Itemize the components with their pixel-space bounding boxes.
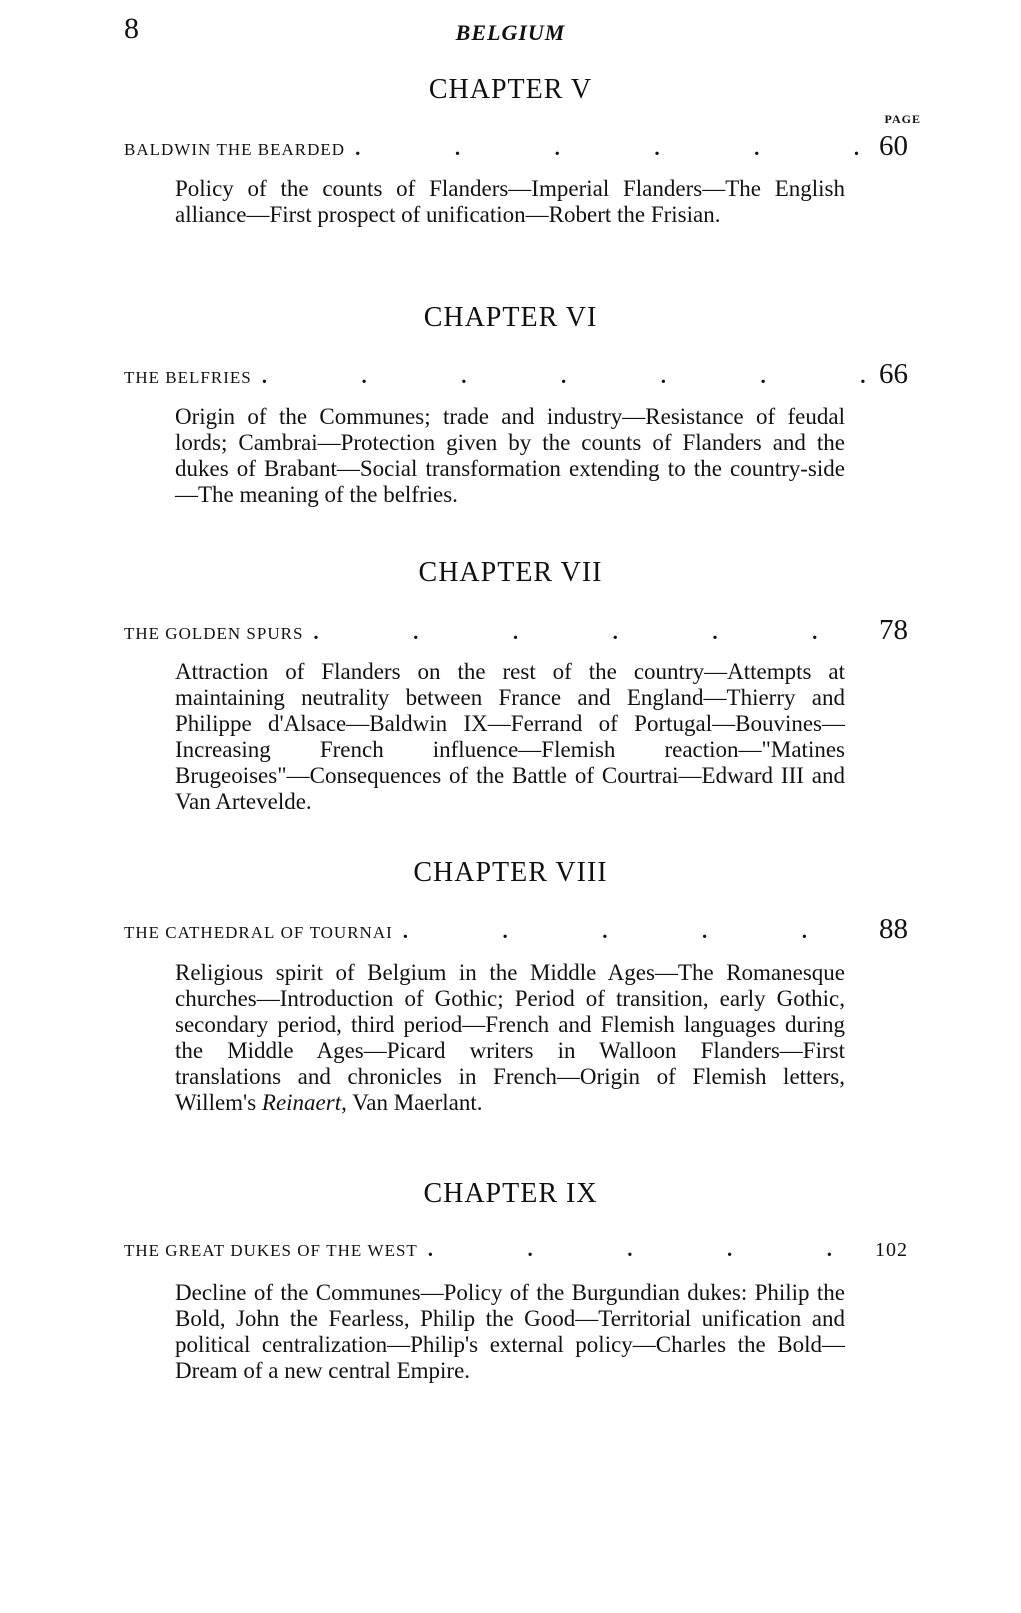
chapter-heading: CHAPTER VIII: [413, 857, 608, 888]
chapter-summary: Attraction of Flanders on the rest of the country—Attempts at maintaining neutrality between France and England—Thierry and Philippe d'Alsace—Baldwin IX—Ferrand of Portugal—Bouvines—Increasing French influence—Flemish reaction—"Matines Brugeoises"—Consequences of the Battle of Courtrai—Edward III and Van Artevelde.: [175, 659, 845, 814]
toc-entry: [124, 358, 908, 391]
chapter-page: 60: [879, 130, 908, 162]
chapter-summary: Origin of the Communes; trade and industry—Resistance of feudal lords; Cambrai—Protection given by the counts of Flanders and the dukes of Brabant—Social transformation extending to the country-side—The meaning of the belfries.: [175, 404, 845, 507]
chapter-heading: CHAPTER IX: [423, 1178, 598, 1209]
chapter-title: the cathedral of tournai: [124, 918, 393, 944]
chapter-page: 102: [875, 1239, 908, 1261]
toc-entry: [124, 614, 908, 647]
toc-entry: [124, 1236, 908, 1263]
chapter-title: the belfries: [124, 363, 252, 389]
chapter-heading: CHAPTER VI: [423, 302, 598, 333]
chapter-summary: Decline of the Communes—Policy of the Burgundian dukes: Philip the Bold, John the Fearless, Philip the Good—Territorial unification and political centralization—Philip's external policy—Charles the Bold—Dream of a new central Empire.: [175, 1280, 845, 1383]
page-column-label: PAGE: [884, 112, 921, 126]
toc-entry: [124, 913, 908, 946]
chapter-page: 88: [879, 913, 908, 945]
page-number: 8: [124, 12, 139, 45]
chapter-summary: Policy of the counts of Flanders—Imperial Flanders—The English alliance—First prospect of unification—Robert the Frisian.: [175, 176, 845, 227]
dot-leader: [355, 136, 869, 161]
toc-entry: [124, 130, 908, 163]
chapter-heading: CHAPTER VII: [418, 557, 603, 588]
chapter-title: baldwin the bearded: [124, 135, 346, 161]
dot-leader: [262, 364, 869, 389]
summary-text: Religious spirit of Belgium in the Middle Ages—The Romanesque churches—Introduction of Gothic; Period of transition, early Gothic, secondary period, third period—French and Flemish languages during the Middle Ages—Picard writers in Walloon Flanders—First translations and chronicles in French—Origin of Flemish letters, Willem's: [175, 960, 845, 1115]
chapter-summary: [175, 960, 845, 1116]
summary-italic-title: Reinaert: [261, 1090, 342, 1115]
chapter-title: the great dukes of the west: [124, 1236, 418, 1262]
chapter-page: 66: [879, 358, 908, 390]
dot-leader: [403, 919, 869, 944]
chapter-page: 78: [879, 614, 908, 646]
summary-text: , Van Maerlant.: [341, 1090, 483, 1115]
dot-leader: [313, 620, 869, 645]
chapter-title: the golden spurs: [124, 619, 304, 645]
chapter-heading: CHAPTER V: [428, 74, 593, 105]
dot-leader: [428, 1237, 865, 1262]
running-title: BELGIUM: [455, 20, 566, 45]
